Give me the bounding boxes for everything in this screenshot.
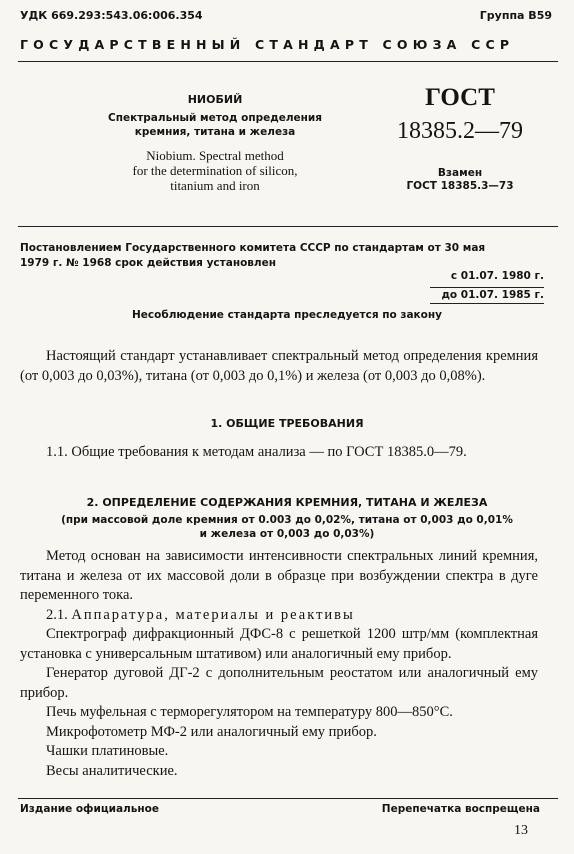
section2-body xyxy=(20,547,538,781)
decree-line1: Постановлением Государственного комитета СССР по стандартам от 30 мая xyxy=(20,242,486,254)
item-spectrograph: Спектрограф дифракционный ДФС-8 с решеткой 1200 штр/мм (комплектная установка с универсальным штативом) или аналогичный ему прибор. xyxy=(20,626,538,662)
decree-line2: 1979 г. № 1968 срок действия установлен xyxy=(20,257,276,269)
ru-subtitle-line1: Спектральный метод определения xyxy=(108,112,322,124)
gost-label: ГОСТ xyxy=(425,84,495,111)
date-rule-2 xyxy=(430,303,544,304)
item-microphotometer: Микрофотометр МФ-2 или аналогичный ему прибор. xyxy=(46,723,377,740)
section2-heading: 2. ОПРЕДЕЛЕНИЕ СОДЕРЖАНИЯ КРЕМНИЯ, ТИТАНА И ЖЕЛЕЗА xyxy=(86,496,488,509)
item-scales: Весы аналитические. xyxy=(46,762,178,779)
section1-body xyxy=(20,443,538,463)
replaces-block xyxy=(390,167,530,193)
ru-subtitle xyxy=(60,111,370,139)
en-title-line3: titanium and iron xyxy=(170,178,260,193)
section2-subheading xyxy=(0,513,574,541)
item-generator: Генератор дуговой ДГ-2 с дополнительным реостатом или аналогичный ему прибор. xyxy=(20,665,538,701)
footer-rule xyxy=(18,798,558,799)
standard-banner: ГОСУДАРСТВЕННЫЙ СТАНДАРТ СОЮЗА ССР xyxy=(20,37,515,52)
law-notice: Несоблюдение стандарта преследуется по закону xyxy=(132,309,442,321)
title-block-rule xyxy=(18,226,558,227)
page-number: 13 xyxy=(514,823,528,838)
section2-sub-line1: (при массовой доле кремния от 0.003 до 0,02%, титана от 0,003 до 0,01% xyxy=(61,514,513,526)
effective-from: с 01.07. 1980 г. xyxy=(450,270,544,282)
ru-title: НИОБИЙ xyxy=(187,93,243,106)
effective-to: до 01.07. 1985 г. xyxy=(441,289,544,301)
section1-heading: 1. ОБЩИЕ ТРЕБОВАНИЯ xyxy=(210,417,364,430)
item-furnace: Печь муфельная с терморегулятором на температуру 800—850°С. xyxy=(46,704,453,720)
section2-sub-line2: и железа от 0,003 до 0,03%) xyxy=(199,528,375,540)
date-rule-1 xyxy=(430,287,544,288)
method-paragraph: Метод основан на зависимости интенсивности спектральных линий кремния, титана и железа от их массовой доли в образце при возбуждении спектра в дуге переменного тока. xyxy=(20,548,538,603)
section1-p1: 1.1. Общие требования к методам анализа — по ГОСТ 18385.0—79. xyxy=(46,444,467,460)
ru-subtitle-line2: кремния, титана и железа xyxy=(134,126,296,138)
group-code: Группа В59 xyxy=(479,9,552,22)
p21-heading xyxy=(20,606,538,626)
en-title-line1: Niobium. Spectral method xyxy=(146,148,284,163)
replaces-value: ГОСТ 18385.3—73 xyxy=(406,180,514,192)
reprint-notice: Перепечатка воспрещена xyxy=(381,803,540,815)
p21-number: 2.1. xyxy=(46,606,68,623)
gost-number: 18385.2—79 xyxy=(397,118,523,144)
intro-text: Настоящий стандарт устанавливает спектральный метод определения кремния (от 0,003 до 0,03%), титана (от 0,003 до 0,1%) и железа (от 0,003 до 0,08%). xyxy=(20,348,538,384)
en-title-line2: for the determination of silicon, xyxy=(132,163,298,178)
intro-paragraph xyxy=(20,347,538,386)
en-title xyxy=(60,148,370,193)
udk-code: УДК 669.293:543.06:006.354 xyxy=(20,9,203,22)
p21-title: Аппаратура, материалы и реактивы xyxy=(71,606,355,623)
item-dishes: Чашки платиновые. xyxy=(46,743,169,759)
replaces-label: Взамен xyxy=(437,167,483,179)
header-rule xyxy=(18,61,558,62)
official-edition: Издание официальное xyxy=(20,803,159,815)
